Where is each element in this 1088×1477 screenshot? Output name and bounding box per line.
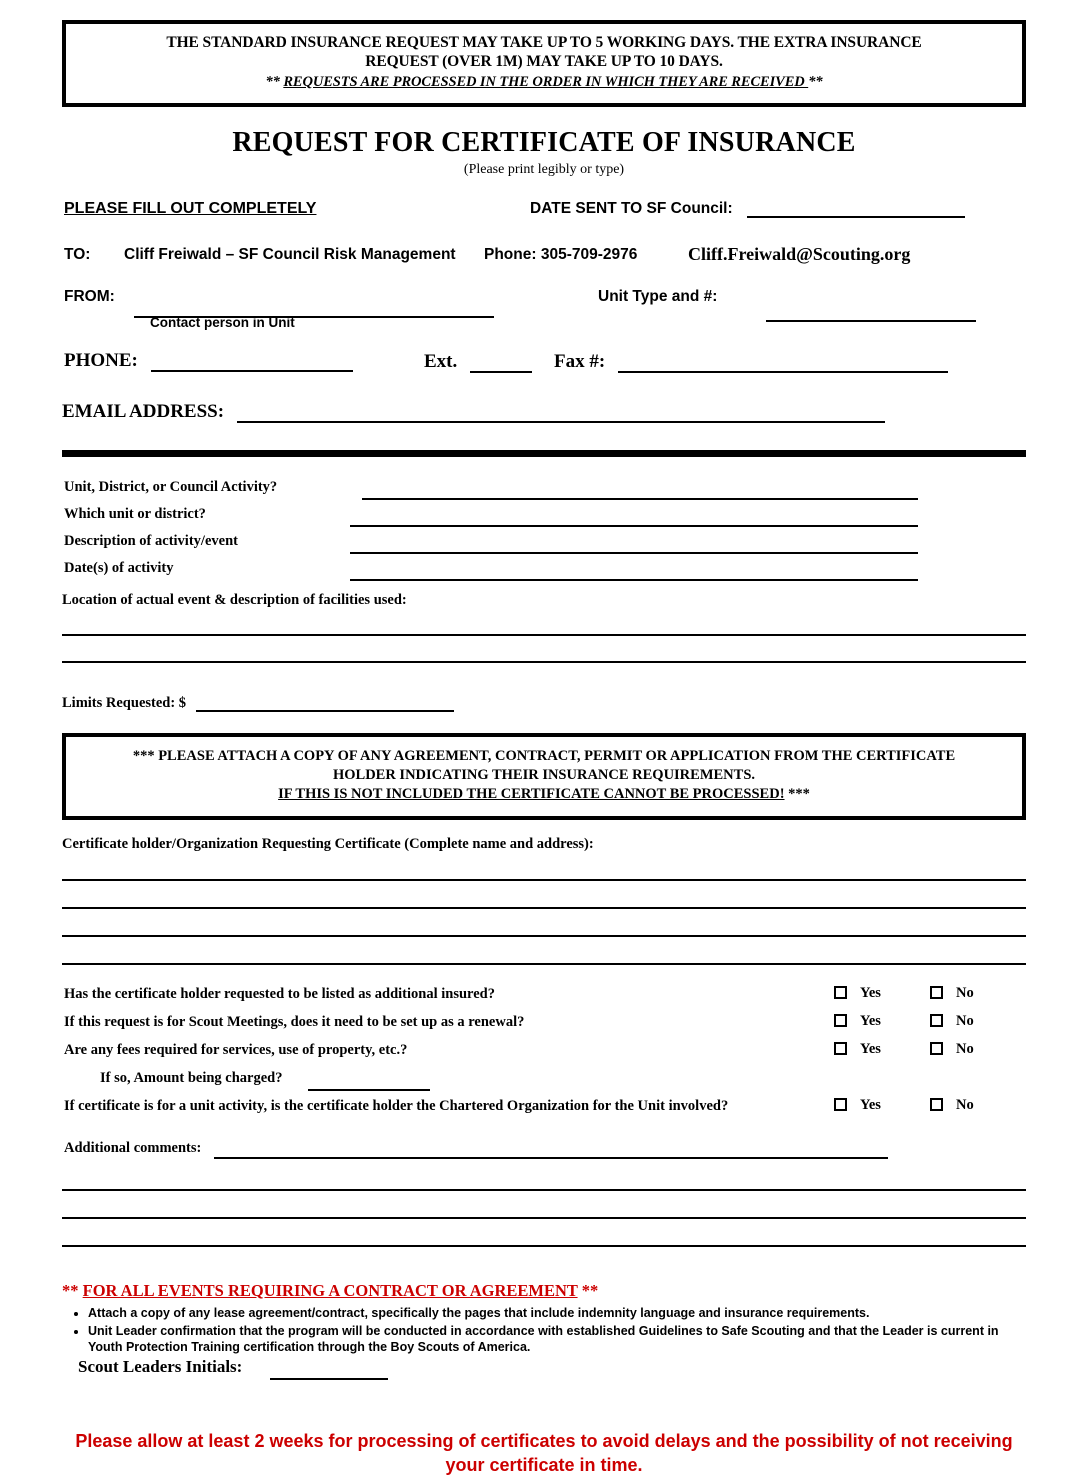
ext-input-line[interactable] [470,357,532,373]
attach-underlined-text: IF THIS IS NOT INCLUDED THE CERTIFICATE CANNOT BE PROCESSED! [278,786,785,802]
checkbox-no-label: No [956,1013,974,1029]
date-sent-row [530,200,965,218]
additional-comments-row [62,1137,1026,1163]
phone-ext-fax-row [62,350,1026,376]
scout-leader-initials-label: Scout Leaders Initials: [78,1357,243,1376]
certificate-holder-input-line[interactable] [62,879,1026,881]
activity-question-input-line[interactable] [350,579,918,581]
additional-comments-input-line[interactable] [214,1157,888,1159]
additional-comments-extra-line[interactable] [62,1245,1026,1247]
activity-question-label: Unit, District, or Council Activity? [64,479,278,495]
checkbox-no[interactable] [930,1014,943,1027]
attach-line-3 [82,785,1006,804]
from-caption: Contact person in Unit [150,315,295,330]
checkbox-yes[interactable] [834,986,847,999]
yes-no-question-row [62,1095,1026,1123]
email-address-row [62,401,1026,427]
page-title: REQUEST FOR CERTIFICATE OF INSURANCE [232,127,856,158]
to-recipient-name: Cliff Freiwald – SF Council Risk Management [124,246,456,263]
attachment-requirement-box [62,733,1026,820]
yes-no-question-row [62,1039,1026,1067]
fill-out-row [62,200,1026,226]
additional-comments-label: Additional comments: [64,1140,202,1156]
certificate-holder-input-line[interactable] [62,935,1026,937]
certificate-holder-label-plain: Certificate holder/Organization Requesting Certificate [62,836,405,852]
certificate-holder-input-line[interactable] [62,907,1026,909]
list-item: • Unit Leader confirmation that the program will be conducted in accordance with established Guidelines to Safe Scouting and that the Leader is current in Youth Protection Training certification through the Boy Scouts of America. [88,1323,1026,1355]
activity-question-input-line[interactable] [350,552,918,554]
location-label: Location of actual event & description of facilities used: [62,592,407,608]
notice-suffix: ** [808,74,823,90]
certificate-holder-input-line[interactable] [62,963,1026,965]
location-input-line[interactable] [62,634,1026,636]
checkbox-yes-label: Yes [860,985,881,1001]
yes-no-question-row [62,983,1026,1011]
scout-leader-initials-input-line[interactable] [270,1378,388,1380]
to-recipient-phone: Phone: 305-709-2976 [484,246,638,263]
date-sent-label: DATE SENT TO SF Council: [530,200,733,217]
fax-label: Fax #: [554,351,606,372]
scout-leader-initials-row [78,1357,1026,1385]
processing-time-notice-box [62,20,1026,107]
activity-question-input-line[interactable] [350,525,918,527]
fax-input-line[interactable] [618,357,948,373]
amount-charged-label: If so, Amount being charged? [100,1070,283,1086]
notice-line-3 [80,73,1008,92]
fill-out-completely-label: PLEASE FILL OUT COMPLETELY [64,200,317,217]
processing-delay-notice: Please allow at least 2 weeks for processing of certificates to avoid delays and the possibility of not receiving your certificate in time. [75,1431,1013,1475]
limits-requested-input-line[interactable] [196,696,454,712]
insurance-request-form-page [0,20,1088,1475]
checkbox-yes[interactable] [834,1098,847,1111]
yes-no-question-text: If certificate is for a unit activity, is the certificate holder the Chartered Organization for the Unit involved? [64,1098,729,1114]
ext-label: Ext. [424,351,458,372]
yes-no-question-text: Are any fees required for services, use of property, etc.? [64,1042,408,1058]
email-address-label: EMAIL ADDRESS: [62,401,225,422]
section-divider-rule [62,450,1026,457]
additional-comments-extra-line[interactable] [62,1217,1026,1219]
contract-heading-suffix: ** [577,1281,599,1300]
unit-type-label: Unit Type and #: [598,288,718,305]
to-label: TO: [64,246,91,263]
activity-question-row [62,558,1026,585]
phone-field-label: PHONE: [64,350,138,371]
checkbox-no[interactable] [930,1042,943,1055]
phone-input-line[interactable] [151,356,353,372]
activity-question-row [62,504,1026,531]
checkbox-yes[interactable] [834,1014,847,1027]
list-item: • Attach a copy of any lease agreement/contract, specifically the pages that include indemnity language and insurance requirements. [88,1305,1026,1321]
certificate-holder-label [62,836,1026,853]
checkbox-no[interactable] [930,1098,943,1111]
notice-line-2: REQUEST (OVER 1M) MAY TAKE UP TO 10 DAYS. [365,53,723,70]
yes-no-question-row [62,1011,1026,1039]
checkbox-yes-label: Yes [860,1013,881,1029]
yes-no-question-text: If this request is for Scout Meetings, does it need to be set up as a renewal? [64,1014,525,1030]
activity-questions-block [62,477,1026,585]
activity-question-label: Description of activity/event [64,533,238,549]
certificate-holder-label-bold: (Complete name and address): [404,836,594,852]
notice-underlined-text: REQUESTS ARE PROCESSED IN THE ORDER IN WHICH THEY ARE RECEIVED [283,74,809,90]
checkbox-no-label: No [956,1041,974,1057]
activity-question-row [62,477,1026,504]
additional-comments-extra-line[interactable] [62,1189,1026,1191]
to-row [62,246,1026,272]
contract-heading-prefix: ** [62,1281,83,1300]
email-address-input-line[interactable] [237,407,885,423]
page-subtitle: (Please print legibly or type) [463,162,625,177]
fax-field-group [554,351,948,373]
limits-requested-row [62,695,1026,717]
checkbox-yes-label: Yes [860,1097,881,1113]
activity-question-label: Date(s) of activity [64,560,174,576]
contract-requirements-list [62,1305,1026,1355]
amount-charged-input-line[interactable] [308,1089,430,1091]
from-label: FROM: [64,288,115,305]
checkbox-no-label: No [956,1097,974,1113]
location-input-line[interactable] [62,661,1026,663]
checkbox-yes-label: Yes [860,1041,881,1057]
attach-suffix: *** [784,786,810,802]
phone-field-group [64,350,353,372]
date-sent-input-line[interactable] [747,202,965,218]
notice-prefix: ** [265,74,284,90]
checkbox-no-label: No [956,985,974,1001]
contract-section-heading [62,1281,1026,1301]
yes-no-question-text: Has the certificate holder requested to be listed as additional insured? [64,986,495,1002]
contract-heading-underlined: FOR ALL EVENTS REQUIRING A CONTRACT OR AGREEMENT [82,1281,578,1300]
amount-charged-row [62,1067,1026,1095]
ext-field-group [424,351,532,373]
activity-question-row [62,531,1026,558]
notice-line-1: THE STANDARD INSURANCE REQUEST MAY TAKE UP TO 5 WORKING DAYS. THE EXTRA INSURANCE [166,34,922,51]
limits-requested-label: Limits Requested: $ [62,695,187,711]
checkbox-no[interactable] [930,986,943,999]
from-row [62,288,1026,312]
yes-no-questions-block [62,983,1026,1123]
activity-question-label: Which unit or district? [64,506,206,522]
attach-line-1: *** PLEASE ATTACH A COPY OF ANY AGREEMENT, CONTRACT, PERMIT OR APPLICATION FROM THE CERTIFICATE [132,748,956,764]
activity-question-input-line[interactable] [362,498,918,500]
checkbox-yes[interactable] [834,1042,847,1055]
to-recipient-email[interactable]: Cliff.Freiwald@Scouting.org [688,244,911,264]
attach-line-2: HOLDER INDICATING THEIR INSURANCE REQUIREMENTS. [332,767,756,783]
